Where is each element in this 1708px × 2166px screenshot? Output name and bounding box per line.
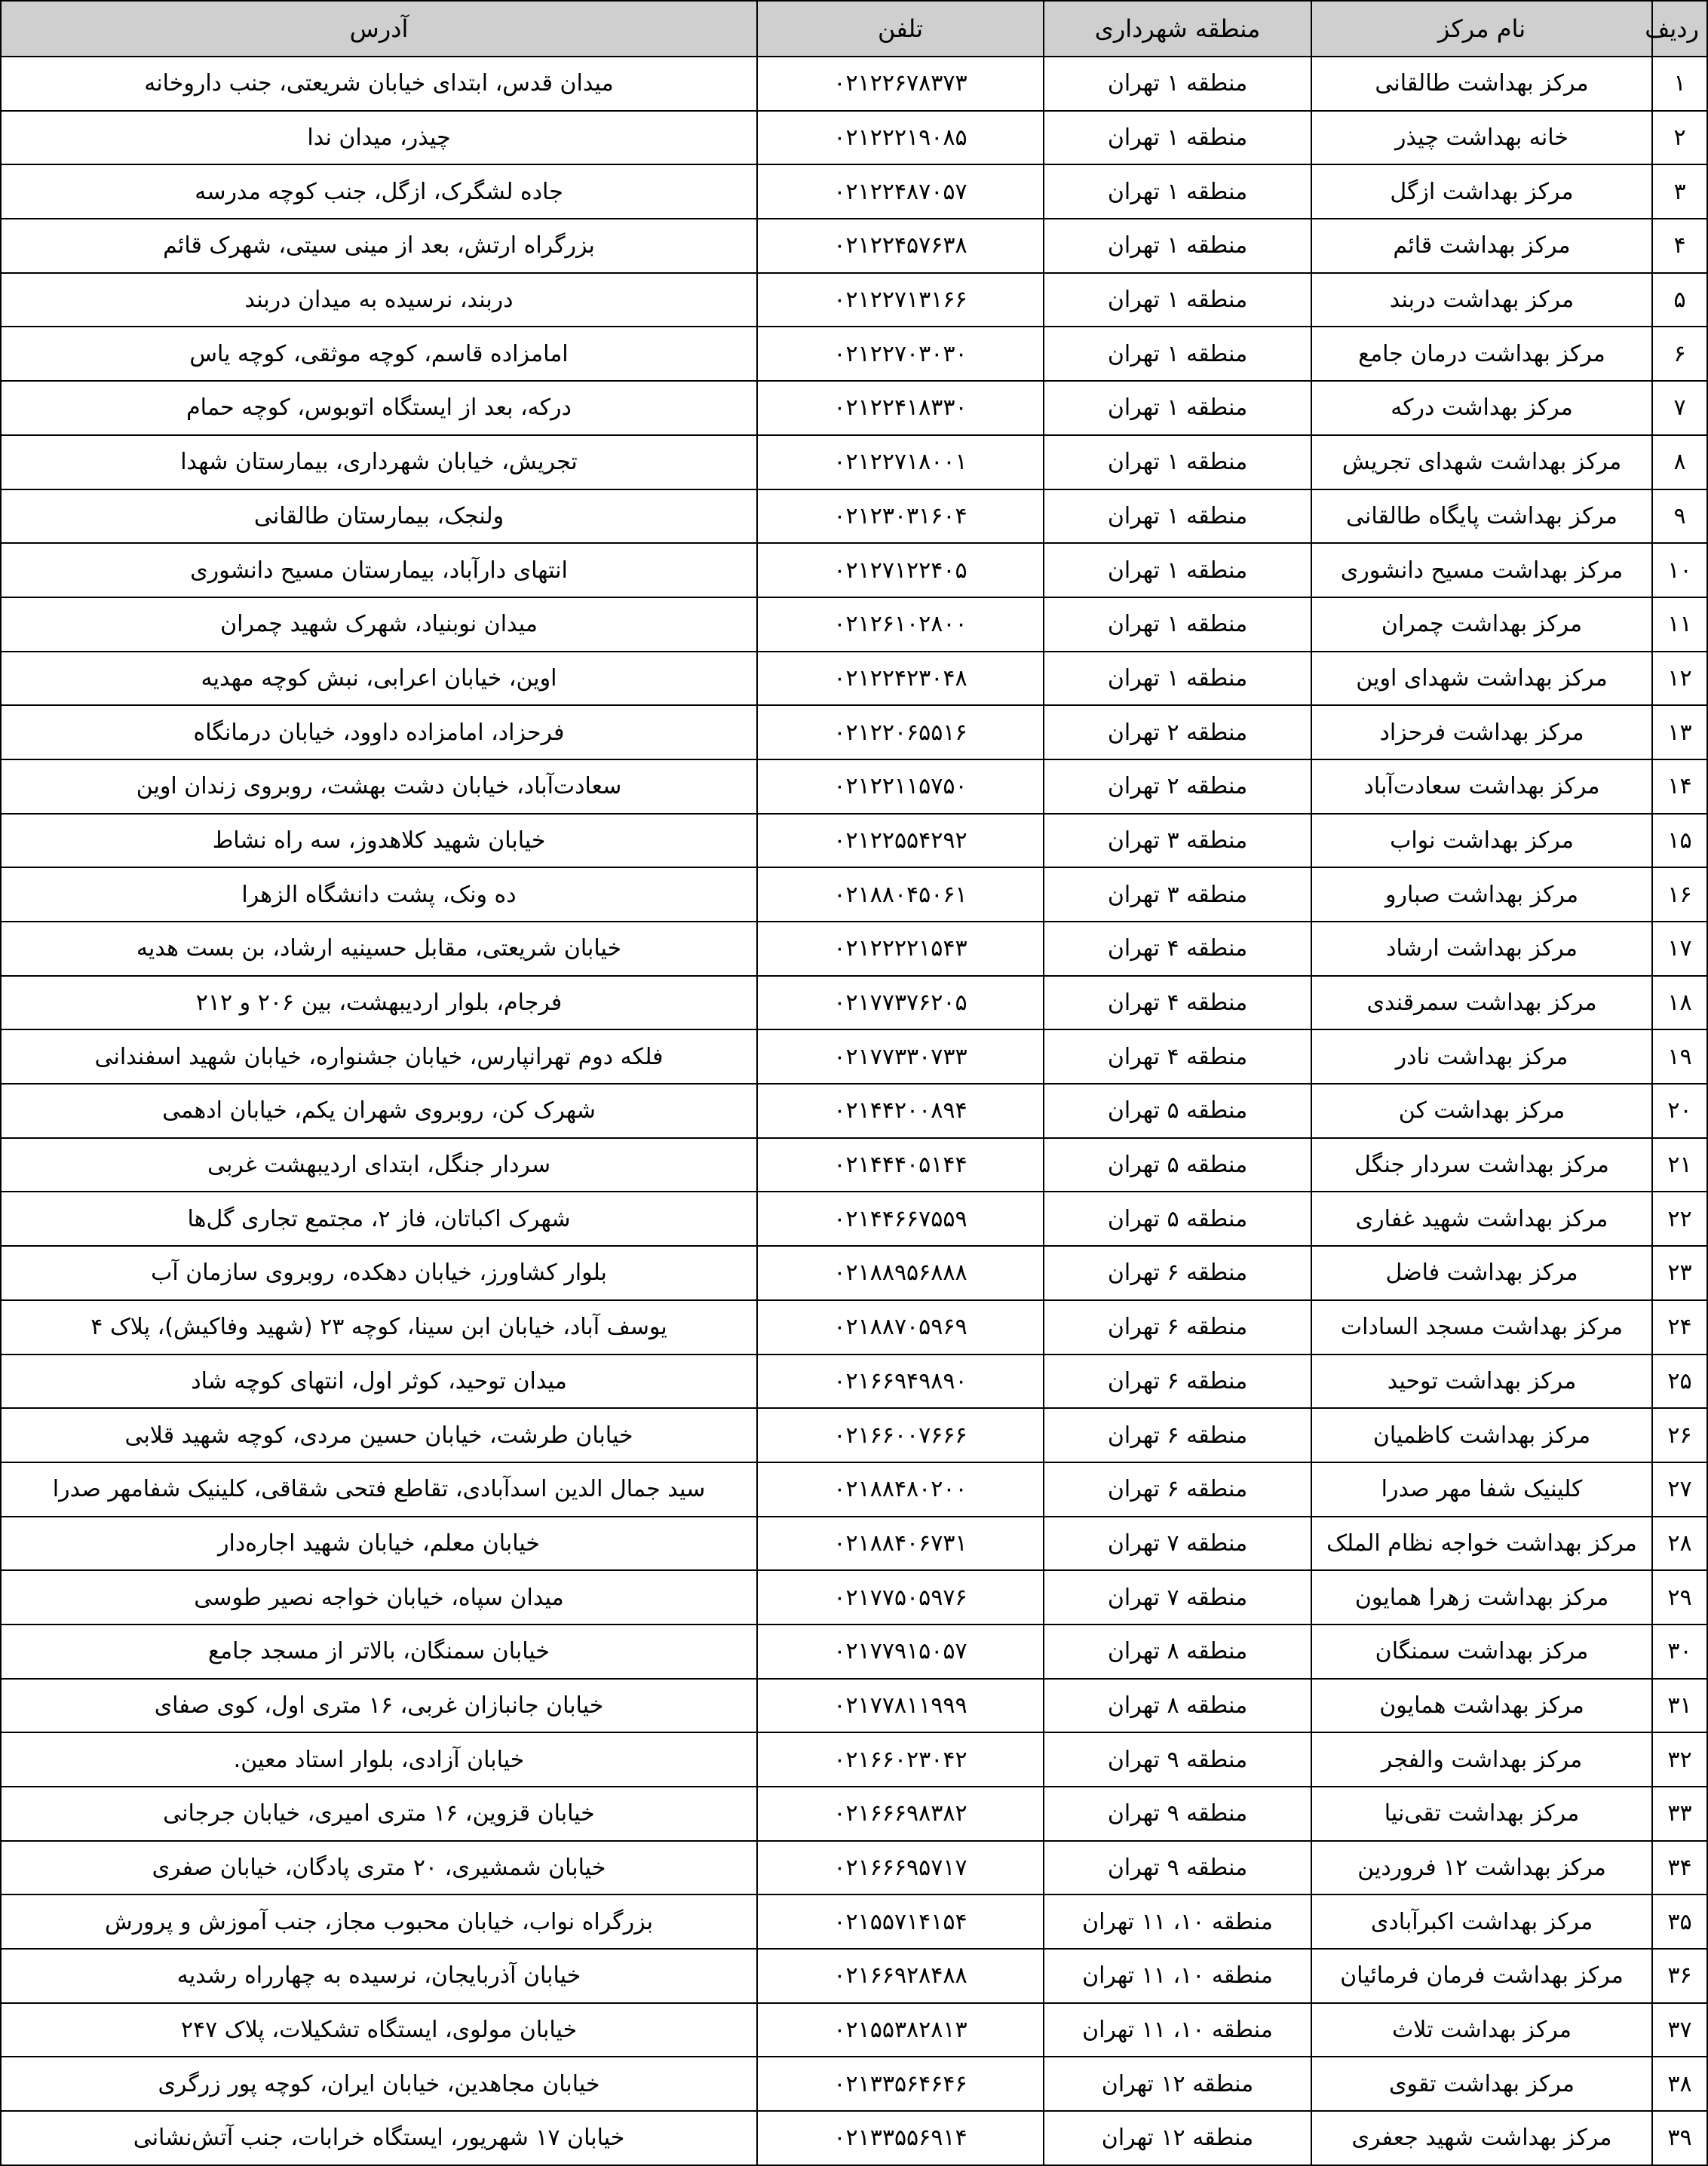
table-row [1,219,1707,273]
cell-center-name: مرکز بهداشت سردار جنگل [1311,1138,1652,1192]
cell-row-number: ۳۹ [1652,2111,1707,2165]
cell-center-name: خانه بهداشت چیذر [1311,111,1652,165]
cell-address: میدان قدس، ابتدای خیابان شریعتی، جنب داروخانه [1,57,757,111]
header-phone: تلفن [757,1,1044,57]
cell-municipal-zone: منطقه ۱ تهران [1044,543,1311,597]
table-row [1,1841,1707,1895]
table-row [1,652,1707,706]
cell-municipal-zone: منطقه ۹ تهران [1044,1787,1311,1841]
cell-center-name: کلینیک شفا مهر صدرا [1311,1462,1652,1517]
cell-row-number: ۲۴ [1652,1300,1707,1355]
cell-address: دربند، نرسیده به میدان دربند [1,273,757,327]
table-row [1,922,1707,976]
cell-municipal-zone: منطقه ۳ تهران [1044,814,1311,868]
cell-phone: ۰۲۱۲۲۶۷۸۳۷۳ [757,57,1044,111]
cell-phone: ۰۲۱۴۴۴۰۵۱۴۴ [757,1138,1044,1192]
cell-municipal-zone: منطقه ۱ تهران [1044,57,1311,111]
cell-phone: ۰۲۱۶۶۰۲۳۰۴۲ [757,1732,1044,1787]
table-row [1,164,1707,219]
cell-address: خیابان آذربایجان، نرسیده به چهارراه رشدیه [1,1949,757,2003]
table-row [1,1679,1707,1733]
cell-row-number: ۳۶ [1652,1949,1707,2003]
cell-phone: ۰۲۱۲۲۲۲۱۵۴۳ [757,922,1044,976]
table-row [1,1300,1707,1355]
cell-phone: ۰۲۱۳۳۵۶۴۶۴۶ [757,2057,1044,2111]
table-row [1,1949,1707,2003]
cell-address: ولنجک، بیمارستان طالقانی [1,489,757,544]
cell-row-number: ۳۴ [1652,1841,1707,1895]
cell-phone: ۰۲۱۶۶۹۲۸۴۸۸ [757,1949,1044,2003]
cell-row-number: ۲۶ [1652,1408,1707,1462]
cell-center-name: مرکز بهداشت درمان جامع [1311,327,1652,381]
cell-phone: ۰۲۱۲۲۲۱۹۰۸۵ [757,111,1044,165]
cell-center-name: مرکز بهداشت تقوی [1311,2057,1652,2111]
cell-phone: ۰۲۱۷۷۳۳۰۷۳۳ [757,1029,1044,1084]
cell-municipal-zone: منطقه ۵ تهران [1044,1138,1311,1192]
cell-center-name: مرکز بهداشت دربند [1311,273,1652,327]
table-row [1,759,1707,814]
cell-center-name: مرکز بهداشت شهدای تجریش [1311,435,1652,489]
cell-row-number: ۲۷ [1652,1462,1707,1517]
cell-center-name: مرکز بهداشت طالقانی [1311,57,1652,111]
cell-address: شهرک کن، روبروی شهران یکم، خیابان ادهمی [1,1084,757,1138]
table-row [1,1624,1707,1679]
cell-center-name: مرکز بهداشت ازگل [1311,164,1652,219]
table-row [1,273,1707,327]
cell-row-number: ۲ [1652,111,1707,165]
cell-municipal-zone: منطقه ۴ تهران [1044,922,1311,976]
cell-address: سعادت‌آباد، خیابان دشت بهشت، روبروی زندان اوین [1,759,757,814]
table-row [1,435,1707,489]
cell-row-number: ۳۱ [1652,1679,1707,1733]
header-row [1,1,1707,57]
cell-row-number: ۱۷ [1652,922,1707,976]
cell-address: بزرگراه ارتش، بعد از مینی سیتی، شهرک قائم [1,219,757,273]
cell-row-number: ۸ [1652,435,1707,489]
cell-center-name: مرکز بهداشت زهرا همایون [1311,1570,1652,1624]
cell-row-number: ۲۳ [1652,1246,1707,1300]
cell-phone: ۰۲۱۸۸۴۸۰۲۰۰ [757,1462,1044,1517]
cell-address: امامزاده قاسم، کوچه موثقی، کوچه یاس [1,327,757,381]
cell-address: اوین، خیابان اعرابی، نبش کوچه مهدیه [1,652,757,706]
cell-address: خیابان آزادی، بلوار استاد معین. [1,1732,757,1787]
cell-municipal-zone: منطقه ۱ تهران [1044,381,1311,435]
cell-municipal-zone: منطقه ۱۲ تهران [1044,2057,1311,2111]
header-address: آدرس [1,1,757,57]
cell-municipal-zone: منطقه ۴ تهران [1044,1029,1311,1084]
table-row [1,111,1707,165]
cell-municipal-zone: منطقه ۱ تهران [1044,111,1311,165]
cell-row-number: ۳ [1652,164,1707,219]
cell-phone: ۰۲۱۵۵۷۱۴۱۵۴ [757,1894,1044,1949]
cell-municipal-zone: منطقه ۶ تهران [1044,1300,1311,1355]
cell-row-number: ۴ [1652,219,1707,273]
cell-row-number: ۳۰ [1652,1624,1707,1679]
cell-row-number: ۱۳ [1652,705,1707,759]
cell-address: خیابان ۱۷ شهریور، ایستگاه خرابات، جنب آتش‌نشانی [1,2111,757,2165]
cell-phone: ۰۲۱۴۴۶۶۷۵۵۹ [757,1192,1044,1246]
table-row [1,57,1707,111]
header-center-name: نام مرکز [1311,1,1652,57]
cell-center-name: مرکز بهداشت فرمان فرمائیان [1311,1949,1652,2003]
cell-phone: ۰۲۱۷۷۹۱۵۰۵۷ [757,1624,1044,1679]
cell-address: خیابان سمنگان، بالاتر از مسجد جامع [1,1624,757,1679]
cell-phone: ۰۲۱۲۲۰۶۵۵۱۶ [757,705,1044,759]
cell-phone: ۰۲۱۴۴۲۰۰۸۹۴ [757,1084,1044,1138]
cell-row-number: ۱۰ [1652,543,1707,597]
cell-municipal-zone: منطقه ۲ تهران [1044,759,1311,814]
table-row [1,2003,1707,2057]
cell-municipal-zone: منطقه ۴ تهران [1044,976,1311,1030]
cell-row-number: ۲۵ [1652,1355,1707,1409]
cell-municipal-zone: منطقه ۸ تهران [1044,1679,1311,1733]
cell-phone: ۰۲۱۲۲۷۰۳۰۳۰ [757,327,1044,381]
cell-row-number: ۲۹ [1652,1570,1707,1624]
cell-municipal-zone: منطقه ۷ تهران [1044,1517,1311,1571]
cell-municipal-zone: منطقه ۶ تهران [1044,1355,1311,1409]
table-row [1,1408,1707,1462]
table-row [1,1138,1707,1192]
cell-center-name: مرکز بهداشت پایگاه طالقانی [1311,489,1652,544]
cell-center-name: مرکز بهداشت نادر [1311,1029,1652,1084]
cell-center-name: مرکز بهداشت شهدای اوین [1311,652,1652,706]
cell-municipal-zone: منطقه ۱۰، ۱۱ تهران [1044,2003,1311,2057]
table-row [1,1894,1707,1949]
table-row [1,1787,1707,1841]
cell-center-name: مرکز بهداشت کاظمیان [1311,1408,1652,1462]
cell-phone: ۰۲۱۳۳۵۵۶۹۱۴ [757,2111,1044,2165]
cell-center-name: مرکز بهداشت سعادت‌آباد [1311,759,1652,814]
cell-municipal-zone: منطقه ۵ تهران [1044,1192,1311,1246]
cell-phone: ۰۲۱۲۲۴۵۷۶۳۸ [757,219,1044,273]
cell-phone: ۰۲۱۸۸۹۵۶۸۸۸ [757,1246,1044,1300]
cell-row-number: ۳۲ [1652,1732,1707,1787]
cell-center-name: مرکز بهداشت چمران [1311,597,1652,652]
cell-center-name: مرکز بهداشت ارشاد [1311,922,1652,976]
table-row [1,1570,1707,1624]
cell-address: فلکه دوم تهرانپارس، خیابان جشنواره، خیابان شهید اسفندانی [1,1029,757,1084]
table-row [1,1246,1707,1300]
cell-address: خیابان شمشیری، ۲۰ متری پادگان، خیابان صفری [1,1841,757,1895]
cell-center-name: مرکز بهداشت همایون [1311,1679,1652,1733]
cell-row-number: ۱ [1652,57,1707,111]
table-row [1,1462,1707,1517]
cell-phone: ۰۲۱۵۵۳۸۲۸۱۳ [757,2003,1044,2057]
cell-phone: ۰۲۱۲۲۴۸۷۰۵۷ [757,164,1044,219]
table-row [1,2057,1707,2111]
cell-address: انتهای دارآباد، بیمارستان مسیح دانشوری [1,543,757,597]
cell-center-name: مرکز بهداشت تقی‌نیا [1311,1787,1652,1841]
cell-address: خیابان قزوین، ۱۶ متری امیری، خیابان جرجانی [1,1787,757,1841]
table-row [1,327,1707,381]
cell-address: میدان توحید، کوثر اول، انتهای کوچه شاد [1,1355,757,1409]
cell-address: خیابان شریعتی، مقابل حسینیه ارشاد، بن بست هدیه [1,922,757,976]
cell-address: فرجام، بلوار اردیبهشت، بین ۲۰۶ و ۲۱۲ [1,976,757,1030]
table-row [1,489,1707,544]
cell-phone: ۰۲۱۲۳۰۳۱۶۰۴ [757,489,1044,544]
cell-phone: ۰۲۱۶۶۶۹۸۳۸۲ [757,1787,1044,1841]
cell-phone: ۰۲۱۸۸۰۴۵۰۶۱ [757,867,1044,922]
table-row [1,705,1707,759]
header-row-number: ردیف [1652,1,1707,57]
cell-phone: ۰۲۱۲۷۱۲۲۴۰۵ [757,543,1044,597]
cell-center-name: مرکز بهداشت سمنگان [1311,1624,1652,1679]
table-header [1,1,1707,57]
cell-address: خیابان مولوی، ایستگاه تشکیلات، پلاک ۲۴۷ [1,2003,757,2057]
cell-row-number: ۱۲ [1652,652,1707,706]
cell-address: بلوار کشاورز، خیابان دهکده، روبروی سازمان آب [1,1246,757,1300]
cell-row-number: ۵ [1652,273,1707,327]
table-row [1,1029,1707,1084]
cell-center-name: مرکز بهداشت شهید جعفری [1311,2111,1652,2165]
cell-municipal-zone: منطقه ۶ تهران [1044,1246,1311,1300]
table-row [1,543,1707,597]
cell-center-name: مرکز بهداشت تلاث [1311,2003,1652,2057]
cell-phone: ۰۲۱۲۲۷۱۳۱۶۶ [757,273,1044,327]
cell-phone: ۰۲۱۲۲۵۵۴۲۹۲ [757,814,1044,868]
cell-municipal-zone: منطقه ۹ تهران [1044,1732,1311,1787]
cell-row-number: ۱۸ [1652,976,1707,1030]
cell-center-name: مرکز بهداشت درکه [1311,381,1652,435]
cell-center-name: مرکز بهداشت فاضل [1311,1246,1652,1300]
cell-phone: ۰۲۱۲۶۱۰۲۸۰۰ [757,597,1044,652]
cell-municipal-zone: منطقه ۱ تهران [1044,273,1311,327]
cell-center-name: مرکز بهداشت مسجد السادات [1311,1300,1652,1355]
cell-municipal-zone: منطقه ۳ تهران [1044,867,1311,922]
cell-phone: ۰۲۱۸۸۴۰۶۷۳۱ [757,1517,1044,1571]
table-body [1,57,1707,2165]
table-row [1,1192,1707,1246]
cell-phone: ۰۲۱۸۸۷۰۵۹۶۹ [757,1300,1044,1355]
cell-phone: ۰۲۱۷۷۳۷۶۲۰۵ [757,976,1044,1030]
cell-phone: ۰۲۱۲۲۴۱۸۳۳۰ [757,381,1044,435]
cell-row-number: ۱۴ [1652,759,1707,814]
cell-phone: ۰۲۱۶۶۰۰۷۶۶۶ [757,1408,1044,1462]
header-municipal-zone: منطقه شهرداری [1044,1,1311,57]
cell-center-name: مرکز بهداشت کن [1311,1084,1652,1138]
cell-address: یوسف آباد، خیابان ابن سینا، کوچه ۲۳ (شهید وفاکیش)، پلاک ۴ [1,1300,757,1355]
cell-municipal-zone: منطقه ۱ تهران [1044,219,1311,273]
cell-address: سید جمال الدین اسدآبادی، تقاطع فتحی شقاقی، کلینیک شفامهر صدرا [1,1462,757,1517]
cell-row-number: ۲۱ [1652,1138,1707,1192]
cell-address: خیابان طرشت، خیابان حسین مردی، کوچه شهید قلابی [1,1408,757,1462]
cell-row-number: ۱۵ [1652,814,1707,868]
cell-phone: ۰۲۱۲۲۱۱۵۷۵۰ [757,759,1044,814]
cell-address: خیابان جانبازان غربی، ۱۶ متری اول، کوی صفای [1,1679,757,1733]
cell-center-name: مرکز بهداشت فرحزاد [1311,705,1652,759]
cell-municipal-zone: منطقه ۱ تهران [1044,489,1311,544]
cell-center-name: مرکز بهداشت ۱۲ فروردین [1311,1841,1652,1895]
cell-row-number: ۹ [1652,489,1707,544]
cell-row-number: ۱۱ [1652,597,1707,652]
cell-address: خیابان معلم، خیابان شهید اجاره‌دار [1,1517,757,1571]
cell-center-name: مرکز بهداشت توحید [1311,1355,1652,1409]
table-row [1,976,1707,1030]
cell-address: درکه، بعد از ایستگاه اتوبوس، کوچه حمام [1,381,757,435]
cell-municipal-zone: منطقه ۶ تهران [1044,1408,1311,1462]
cell-row-number: ۲۰ [1652,1084,1707,1138]
table-row [1,867,1707,922]
cell-address: تجریش، خیابان شهرداری، بیمارستان شهدا [1,435,757,489]
cell-row-number: ۳۸ [1652,2057,1707,2111]
table-row [1,1355,1707,1409]
cell-address: بزرگراه نواب، خیابان محبوب مجاز، جنب آموزش و پرورش [1,1894,757,1949]
cell-municipal-zone: منطقه ۱ تهران [1044,164,1311,219]
table-row [1,1084,1707,1138]
cell-municipal-zone: منطقه ۱۰، ۱۱ تهران [1044,1894,1311,1949]
cell-row-number: ۲۲ [1652,1192,1707,1246]
cell-address: فرحزاد، امامزاده داوود، خیابان درمانگاه [1,705,757,759]
cell-row-number: ۳۵ [1652,1894,1707,1949]
table-row [1,597,1707,652]
cell-center-name: مرکز بهداشت اکبرآبادی [1311,1894,1652,1949]
table-row [1,381,1707,435]
cell-row-number: ۳۳ [1652,1787,1707,1841]
cell-phone: ۰۲۱۶۶۹۴۹۸۹۰ [757,1355,1044,1409]
cell-center-name: مرکز بهداشت خواجه نظام الملک [1311,1517,1652,1571]
cell-municipal-zone: منطقه ۸ تهران [1044,1624,1311,1679]
cell-municipal-zone: منطقه ۷ تهران [1044,1570,1311,1624]
cell-center-name: مرکز بهداشت شهید غفاری [1311,1192,1652,1246]
cell-phone: ۰۲۱۷۷۸۱۱۹۹۹ [757,1679,1044,1733]
cell-address: شهرک اکباتان، فاز ۲، مجتمع تجاری گل‌ها [1,1192,757,1246]
cell-center-name: مرکز بهداشت مسیح دانشوری [1311,543,1652,597]
cell-municipal-zone: منطقه ۹ تهران [1044,1841,1311,1895]
cell-center-name: مرکز بهداشت والفجر [1311,1732,1652,1787]
cell-address: جاده لشگرک، ازگل، جنب کوچه مدرسه [1,164,757,219]
cell-address: ده ونک، پشت دانشگاه الزهرا [1,867,757,922]
cell-municipal-zone: منطقه ۲ تهران [1044,705,1311,759]
cell-municipal-zone: منطقه ۶ تهران [1044,1462,1311,1517]
table-row [1,814,1707,868]
cell-municipal-zone: منطقه ۱۲ تهران [1044,2111,1311,2165]
cell-municipal-zone: منطقه ۱ تهران [1044,652,1311,706]
cell-address: سردار جنگل، ابتدای اردیبهشت غربی [1,1138,757,1192]
cell-address: میدان سپاه، خیابان خواجه نصیر طوسی [1,1570,757,1624]
cell-phone: ۰۲۱۲۲۷۱۸۰۰۱ [757,435,1044,489]
cell-municipal-zone: منطقه ۱ تهران [1044,597,1311,652]
cell-row-number: ۷ [1652,381,1707,435]
cell-address: میدان نوبنیاد، شهرک شهید چمران [1,597,757,652]
cell-row-number: ۳۷ [1652,2003,1707,2057]
cell-center-name: مرکز بهداشت قائم [1311,219,1652,273]
cell-municipal-zone: منطقه ۱۰، ۱۱ تهران [1044,1949,1311,2003]
cell-row-number: ۲۸ [1652,1517,1707,1571]
cell-address: چیذر، میدان ندا [1,111,757,165]
table-row [1,1517,1707,1571]
cell-row-number: ۶ [1652,327,1707,381]
cell-center-name: مرکز بهداشت نواب [1311,814,1652,868]
cell-phone: ۰۲۱۲۲۴۲۳۰۴۸ [757,652,1044,706]
cell-municipal-zone: منطقه ۱ تهران [1044,327,1311,381]
cell-row-number: ۱۶ [1652,867,1707,922]
cell-municipal-zone: منطقه ۵ تهران [1044,1084,1311,1138]
cell-address: خیابان شهید کلاهدوز، سه راه نشاط [1,814,757,868]
table-row [1,1732,1707,1787]
cell-phone: ۰۲۱۷۷۵۰۵۹۷۶ [757,1570,1044,1624]
cell-center-name: مرکز بهداشت سمرقندی [1311,976,1652,1030]
cell-address: خیابان مجاهدین، خیابان ایران، کوچه پور زرگری [1,2057,757,2111]
table-row [1,2111,1707,2165]
cell-center-name: مرکز بهداشت صبارو [1311,867,1652,922]
cell-phone: ۰۲۱۶۶۶۹۵۷۱۷ [757,1841,1044,1895]
cell-row-number: ۱۹ [1652,1029,1707,1084]
cell-municipal-zone: منطقه ۱ تهران [1044,435,1311,489]
